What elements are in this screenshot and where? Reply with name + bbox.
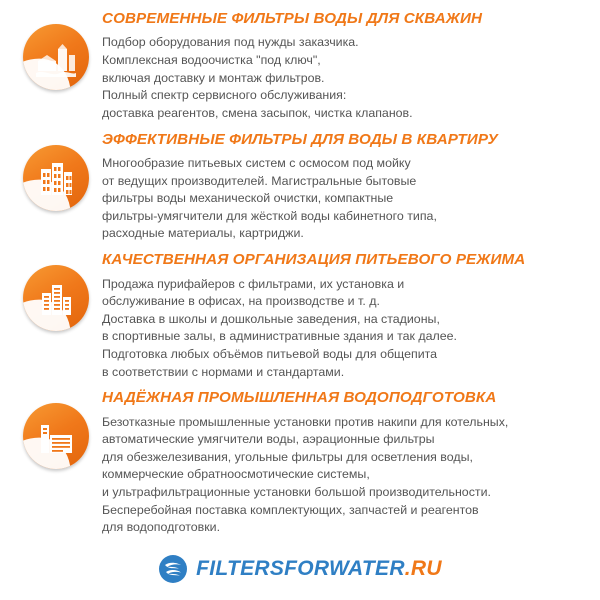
office-towers-icon (23, 265, 89, 331)
section-line: фильтры воды механической очистки, компактные (102, 191, 394, 206)
section-line: Бесперебойная поставка комплектующих, запчастей и реагентов (102, 502, 479, 517)
industrial-plant-icon (23, 403, 89, 469)
section-line: и ультрафильтрационные установки большой производительности. (102, 485, 491, 500)
section-text (102, 251, 590, 381)
section-line: для водоподготовки. (102, 520, 221, 535)
icon-column (10, 389, 102, 469)
section-line: расходные материалы, картриджи. (102, 226, 304, 241)
section-line: Безотказные промышленные установки против накипи для котельных, (102, 414, 509, 429)
icon-column (10, 131, 102, 211)
section-line: для обезжелезивания, угольные фильтры для осветления воды, (102, 449, 473, 464)
section-drinking-regime (10, 251, 590, 381)
apartment-building-icon (23, 145, 89, 211)
section-industrial-treatment (10, 389, 590, 537)
section-apartment-filters (10, 131, 590, 244)
section-line: включая доставку и монтаж фильтров. (102, 70, 325, 85)
section-line: коммерческие обратноосмотические системы, (102, 467, 370, 482)
section-line: Комплексная водоочистка "под ключ", (102, 53, 321, 68)
field-house-icon (23, 24, 89, 90)
section-text (102, 389, 590, 537)
logo-brand: FILTERSFORWATER (196, 557, 405, 580)
section-title: КАЧЕСТВЕННАЯ ОРГАНИЗАЦИЯ ПИТЬЕВОГО РЕЖИМА (102, 251, 526, 269)
icon-column (10, 251, 102, 331)
section-line: фильтры-умягчители для жёсткой воды кабинетного типа, (102, 208, 437, 223)
site-logo[interactable] (0, 554, 600, 584)
section-line: Продажа пурифайеров с фильтрами, их установка и (102, 276, 405, 291)
icon-column (10, 10, 102, 90)
section-line: Подготовка любых объёмов питьевой воды для общепита (102, 346, 438, 361)
section-line: доставка реагентов, смена засыпок, чистка клапанов. (102, 105, 413, 120)
water-swirl-logo-icon (158, 554, 188, 584)
section-text (102, 10, 590, 123)
section-line: автоматические умягчители воды, аэрационные фильтры (102, 432, 435, 447)
section-line: в соответствии с нормами и стандартами. (102, 364, 345, 379)
logo-text (196, 557, 442, 581)
section-title: НАДЁЖНАЯ ПРОМЫШЛЕННАЯ ВОДОПОДГОТОВКА (102, 389, 497, 407)
logo-domain: .RU (404, 557, 442, 580)
section-line: от ведущих производителей. Магистральные бытовые (102, 173, 417, 188)
section-line: обслуживание в офисах, на производстве и т. д. (102, 294, 380, 309)
section-title: СОВРЕМЕННЫЕ ФИЛЬТРЫ ВОДЫ ДЛЯ СКВАЖИН (102, 10, 483, 27)
section-line: в спортивные залы, в административные здания и так далее. (102, 329, 457, 344)
section-text (102, 131, 590, 244)
section-title: ЭФФЕКТИВНЫЕ ФИЛЬТРЫ ДЛЯ ВОДЫ В КВАРТИРУ (102, 130, 498, 148)
section-line: Многообразие питьевых систем с осмосом под мойку (102, 155, 411, 170)
section-wells-filters (10, 10, 590, 123)
section-line: Подбор оборудования под нужды заказчика. (102, 35, 359, 50)
section-line: Доставка в школы и дошкольные заведения, на стадионы, (102, 311, 440, 326)
section-line: Полный спектр сервисного обслуживания: (102, 88, 347, 103)
